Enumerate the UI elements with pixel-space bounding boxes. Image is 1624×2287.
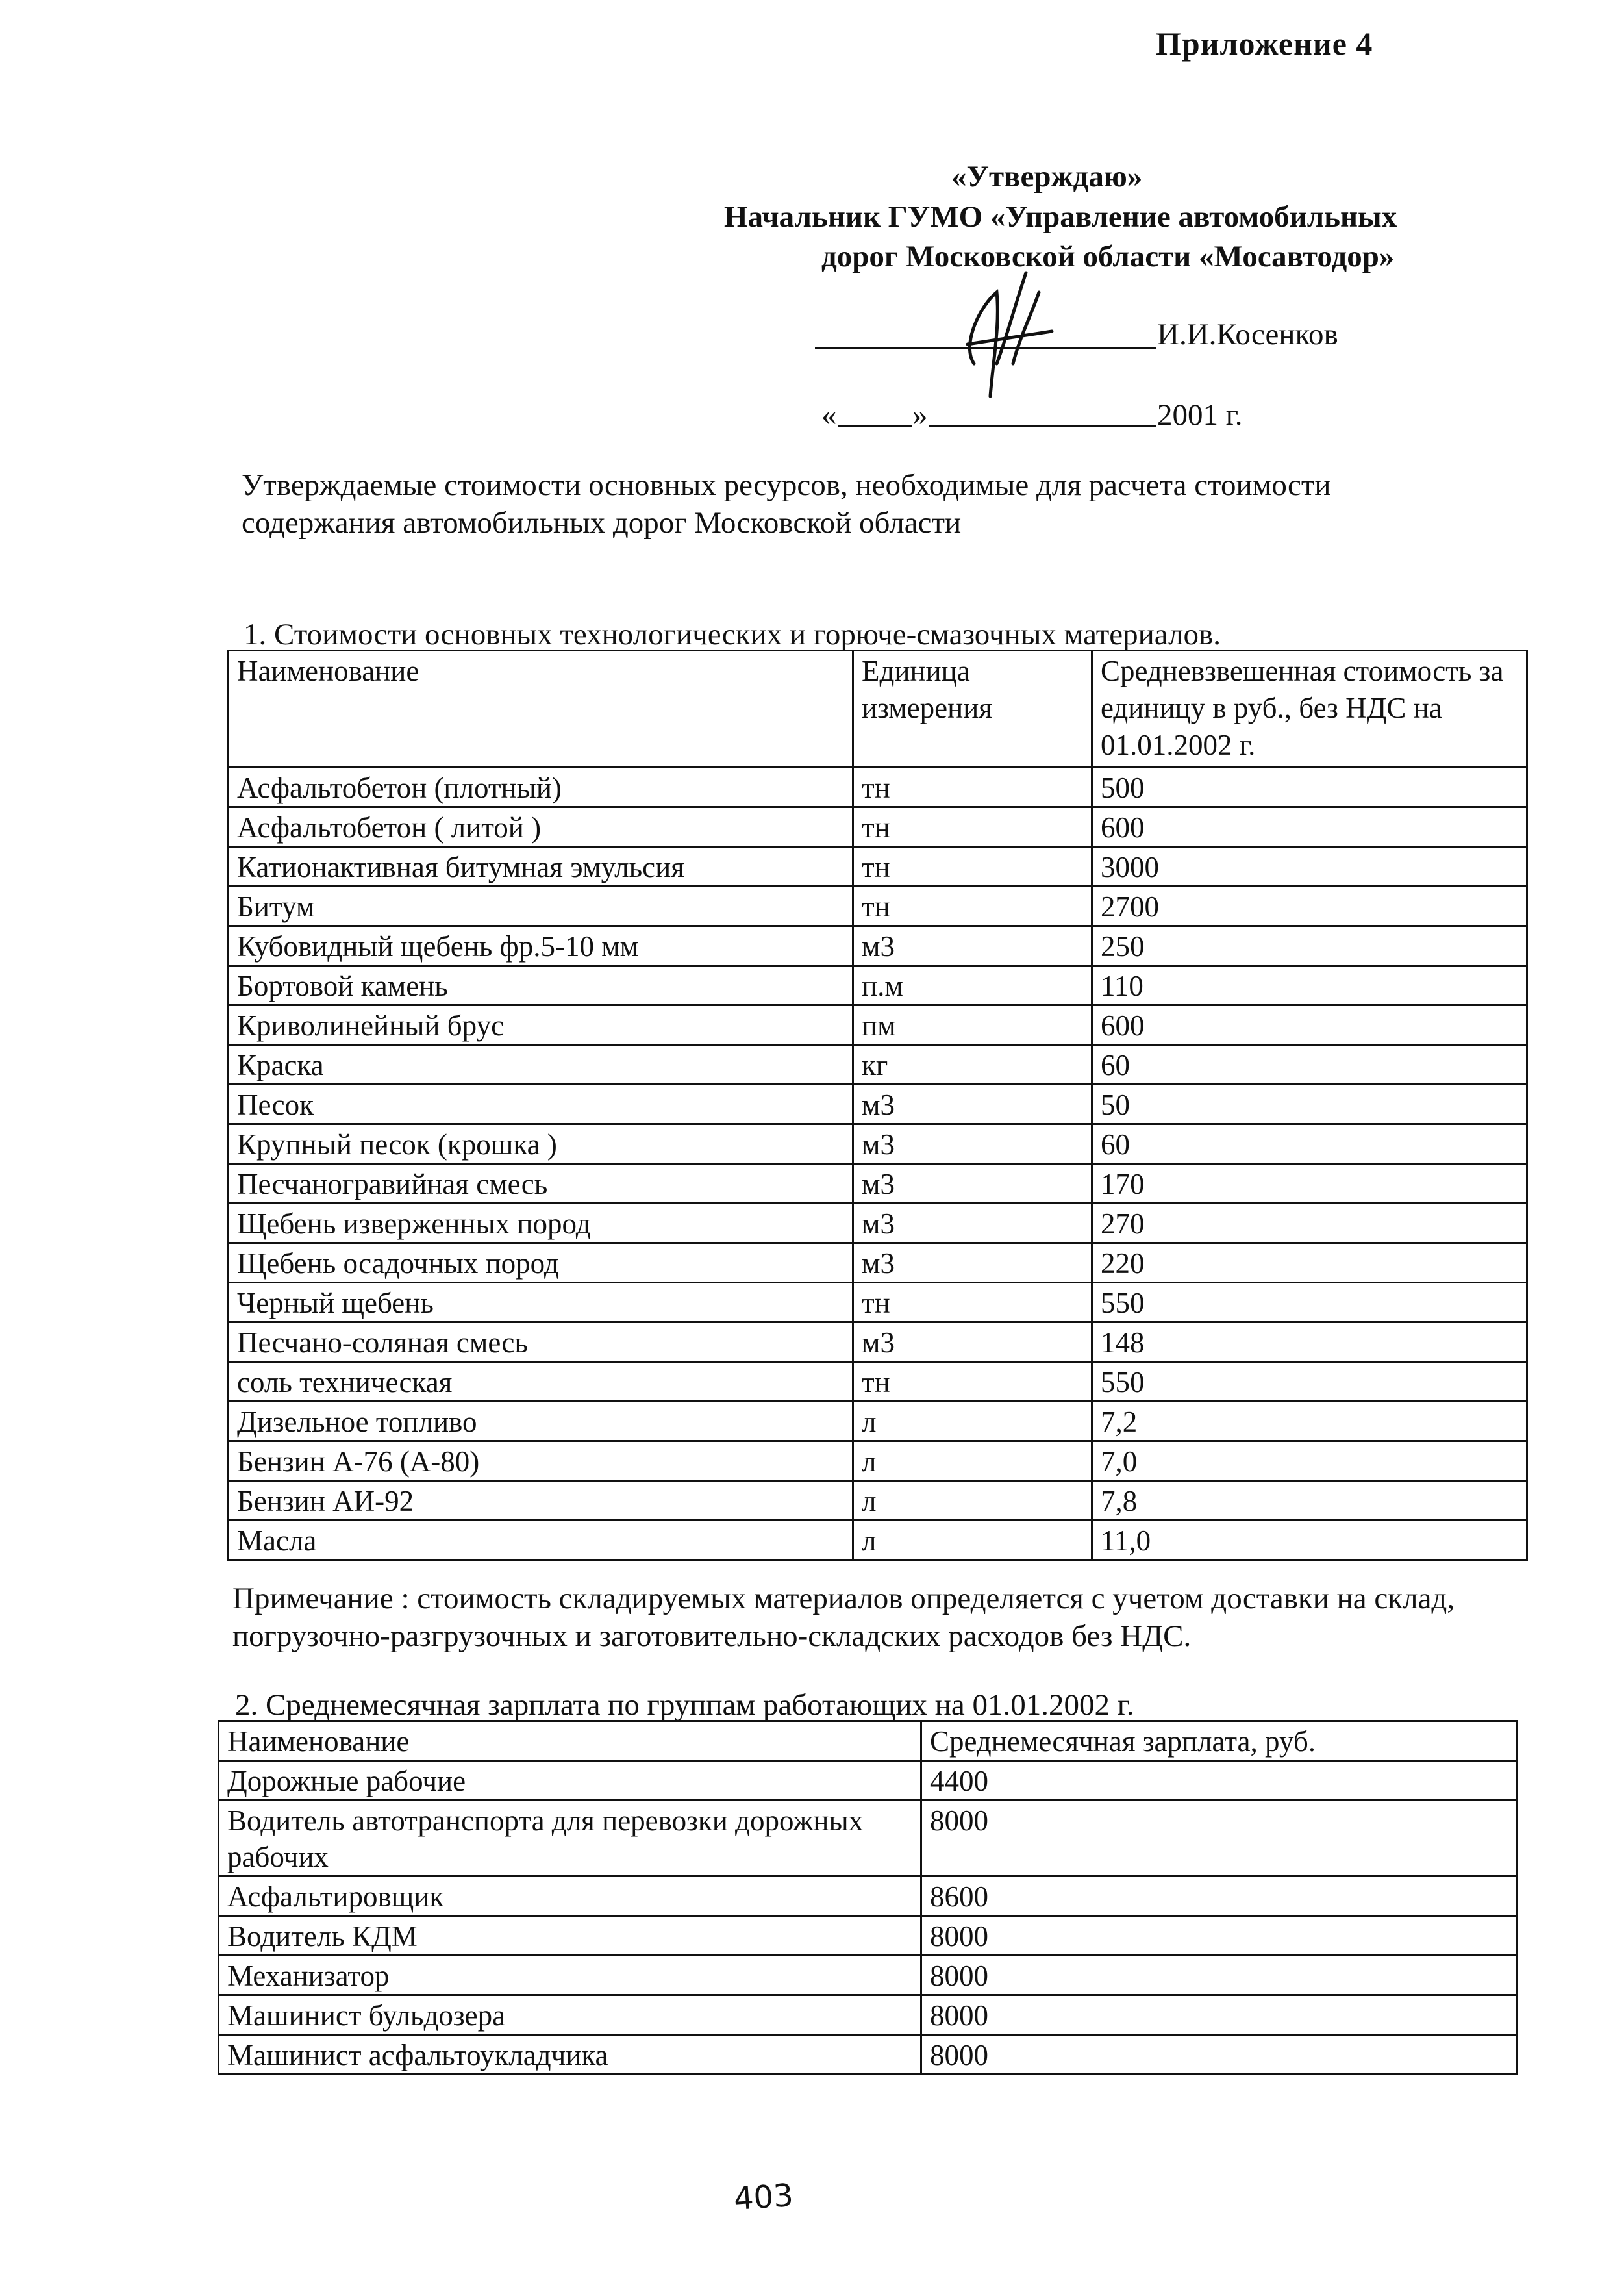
table-row <box>219 1916 1518 1956</box>
note-paragraph: Примечание : стоимость складируемых материалов определяется с учетом доставки на склад, погрузочно-разгрузочных и заготовительно-складских расходов без НДС. <box>232 1582 1455 1653</box>
table-row <box>229 1085 1527 1124</box>
worker-group: Механизатор <box>219 1956 921 1995</box>
material-unit: тн <box>853 768 1092 807</box>
table-row <box>219 1801 1518 1876</box>
material-name: Дизельное топливо <box>229 1402 853 1441</box>
section1-title: 1. Стоимости основных технологических и горюче-смазочных материалов. <box>244 618 1221 651</box>
table-row <box>229 1124 1527 1164</box>
material-price: 270 <box>1092 1204 1527 1243</box>
material-unit: тн <box>853 807 1092 847</box>
table-row <box>229 1045 1527 1085</box>
table-row <box>229 768 1527 807</box>
material-name: Асфальтобетон ( литой ) <box>229 807 853 847</box>
material-name: Краска <box>229 1045 853 1085</box>
material-name: Бортовой камень <box>229 966 853 1005</box>
material-unit: м3 <box>853 926 1092 966</box>
header-unit: Единица измерения <box>853 651 1092 768</box>
material-name: Щебень изверженных пород <box>229 1204 853 1243</box>
approver-title-line1: Начальник ГУМО «Управление автомобильных <box>724 200 1397 234</box>
material-price: 11,0 <box>1092 1521 1527 1560</box>
material-price: 7,0 <box>1092 1441 1527 1481</box>
material-unit: л <box>853 1402 1092 1441</box>
material-unit: л <box>853 1521 1092 1560</box>
material-unit: м3 <box>853 1204 1092 1243</box>
table-row <box>219 1995 1518 2035</box>
material-name: Битум <box>229 887 853 926</box>
table-row <box>229 1322 1527 1362</box>
material-name: Крупный песок (крошка ) <box>229 1124 853 1164</box>
material-price: 600 <box>1092 1005 1527 1045</box>
material-price: 60 <box>1092 1124 1527 1164</box>
material-price: 7,2 <box>1092 1402 1527 1441</box>
header-name: Наименование <box>219 1721 921 1761</box>
material-name: Песчаногравийная смесь <box>229 1164 853 1204</box>
header-salary: Среднемесячная зарплата, руб. <box>921 1721 1518 1761</box>
approver-name: И.И.Косенков <box>1157 318 1338 351</box>
material-price: 500 <box>1092 768 1527 807</box>
table-row <box>229 1005 1527 1045</box>
date-year: 2001 г. <box>1157 398 1243 432</box>
table-row <box>229 1243 1527 1283</box>
material-price: 148 <box>1092 1322 1527 1362</box>
material-name: Кубовидный щебень фр.5-10 мм <box>229 926 853 966</box>
date-month-blank <box>929 425 1156 427</box>
salary-value: 8600 <box>921 1876 1518 1916</box>
material-name: Криволинейный брус <box>229 1005 853 1045</box>
header-name: Наименование <box>229 651 853 768</box>
worker-group: Водитель автотранспорта для перевозки дорожных рабочих <box>219 1801 921 1876</box>
material-name: Асфальтобетон (плотный) <box>229 768 853 807</box>
material-unit: м3 <box>853 1164 1092 1204</box>
approval-word: «Утверждаю» <box>951 160 1143 194</box>
material-price: 550 <box>1092 1283 1527 1322</box>
table-row <box>229 1283 1527 1322</box>
worker-group: Водитель КДМ <box>219 1916 921 1956</box>
table-row <box>229 807 1527 847</box>
table-row <box>229 1362 1527 1402</box>
material-price: 2700 <box>1092 887 1527 926</box>
worker-group: Машинист бульдозера <box>219 1995 921 2035</box>
header-price: Средневзвешенная стоимость за единицу в руб., без НДС на 01.01.2002 г. <box>1092 651 1527 768</box>
material-unit: м3 <box>853 1243 1092 1283</box>
signature-icon <box>935 266 1065 416</box>
worker-group: Дорожные рабочие <box>219 1761 921 1801</box>
material-price: 170 <box>1092 1164 1527 1204</box>
section2-title: 2. Среднемесячная зарплата по группам работающих на 01.01.2002 г. <box>235 1688 1134 1722</box>
table-row <box>219 1956 1518 1995</box>
material-unit: кг <box>853 1045 1092 1085</box>
table-row <box>229 1481 1527 1521</box>
material-unit: л <box>853 1441 1092 1481</box>
material-name: Черный щебень <box>229 1283 853 1322</box>
worker-group: Машинист асфальтоукладчика <box>219 2035 921 2075</box>
material-price: 220 <box>1092 1243 1527 1283</box>
salary-value: 4400 <box>921 1761 1518 1801</box>
material-price: 600 <box>1092 807 1527 847</box>
materials-table <box>227 650 1528 1561</box>
material-price: 60 <box>1092 1045 1527 1085</box>
table-row <box>229 1441 1527 1481</box>
material-name: Бензин А-76 (А-80) <box>229 1441 853 1481</box>
salary-value: 8000 <box>921 1956 1518 1995</box>
table-row <box>229 1402 1527 1441</box>
approver-title-line2: дорог Московской области «Мосавтодор» <box>821 240 1395 273</box>
table-row <box>229 887 1527 926</box>
material-name: Катионактивная битумная эмульсия <box>229 847 853 887</box>
material-unit: тн <box>853 887 1092 926</box>
material-unit: п.м <box>853 966 1092 1005</box>
table-row <box>229 847 1527 887</box>
appendix-label: Приложение 4 <box>1156 25 1373 62</box>
material-name: соль техническая <box>229 1362 853 1402</box>
salary-header-row <box>219 1721 1518 1761</box>
material-unit: л <box>853 1481 1092 1521</box>
material-name: Масла <box>229 1521 853 1560</box>
material-unit: м3 <box>853 1322 1092 1362</box>
table-row <box>219 2035 1518 2075</box>
page-number: 403 <box>732 2177 795 2218</box>
material-name: Песчано-соляная смесь <box>229 1322 853 1362</box>
salary-value: 8000 <box>921 1916 1518 1956</box>
date-close-quote: » <box>912 398 928 432</box>
material-price: 7,8 <box>1092 1481 1527 1521</box>
date-open-quote: « <box>821 398 837 432</box>
salary-table <box>218 1720 1518 2075</box>
table-row <box>229 1164 1527 1204</box>
table-row <box>229 966 1527 1005</box>
material-price: 110 <box>1092 966 1527 1005</box>
material-name: Песок <box>229 1085 853 1124</box>
table-row <box>219 1876 1518 1916</box>
material-unit: тн <box>853 847 1092 887</box>
material-price: 50 <box>1092 1085 1527 1124</box>
material-unit: пм <box>853 1005 1092 1045</box>
table-row <box>229 1521 1527 1560</box>
intro-paragraph: Утверждаемые стоимости основных ресурсов, необходимые для расчета стоимости содержания автомобильных дорог Московской области <box>242 468 1331 540</box>
salary-value: 8000 <box>921 1995 1518 2035</box>
material-unit: м3 <box>853 1124 1092 1164</box>
salary-value: 8000 <box>921 1801 1518 1876</box>
salary-value: 8000 <box>921 2035 1518 2075</box>
material-name: Бензин АИ-92 <box>229 1481 853 1521</box>
material-unit: м3 <box>853 1085 1092 1124</box>
date-day-blank <box>838 425 912 427</box>
material-unit: тн <box>853 1283 1092 1322</box>
material-price: 250 <box>1092 926 1527 966</box>
materials-header-row <box>229 651 1527 768</box>
material-price: 3000 <box>1092 847 1527 887</box>
table-row <box>229 1204 1527 1243</box>
material-unit: тн <box>853 1362 1092 1402</box>
material-price: 550 <box>1092 1362 1527 1402</box>
table-row <box>229 926 1527 966</box>
material-name: Щебень осадочных пород <box>229 1243 853 1283</box>
table-row <box>219 1761 1518 1801</box>
worker-group: Асфальтировщик <box>219 1876 921 1916</box>
